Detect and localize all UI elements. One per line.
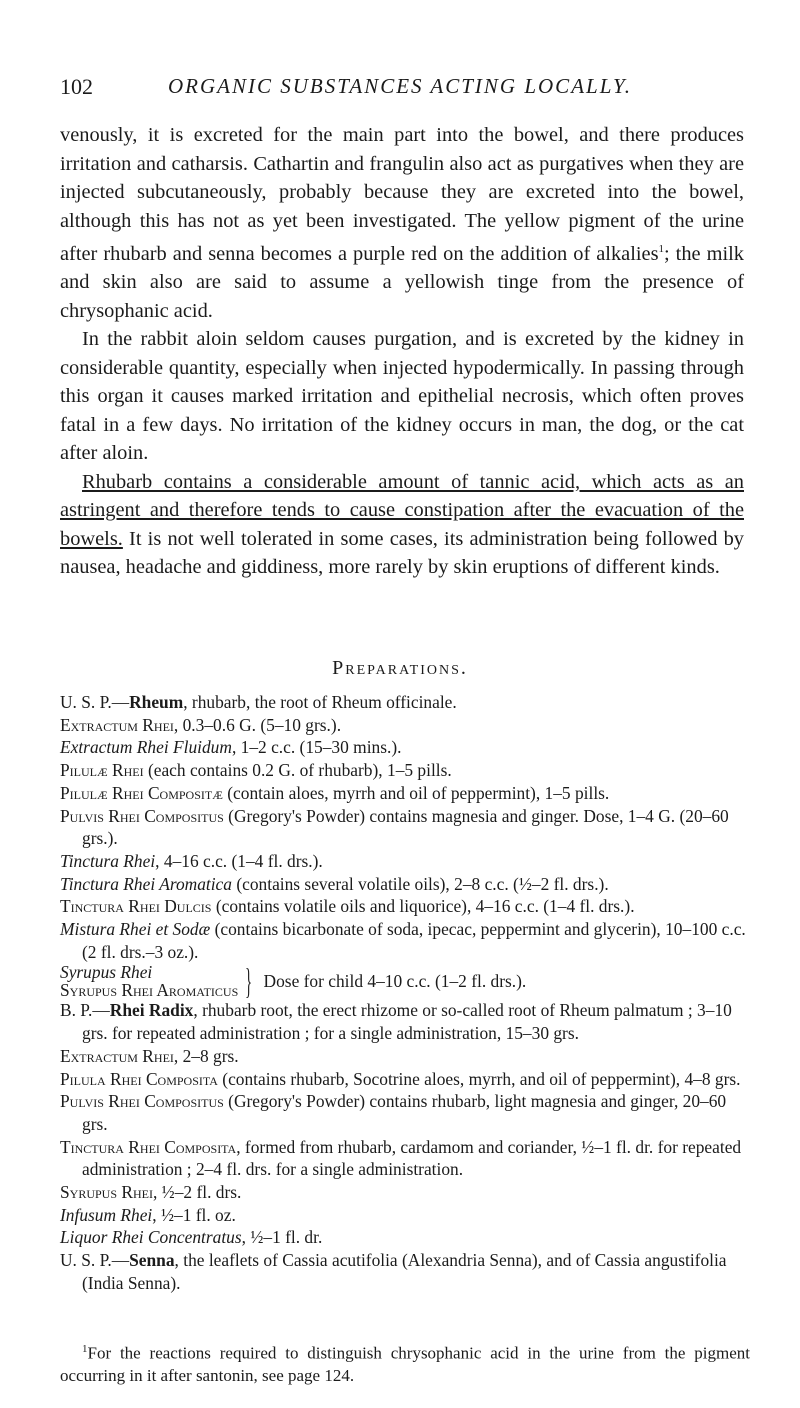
prep-item: Pilulæ Rhei Compositæ (contain aloes, myrrh and oil of peppermint), 1–5 pills. [60, 782, 610, 803]
footnote-marker: 1 [82, 1343, 88, 1355]
bp-rhei-entry: B. P.—Rhei Radix, rhubarb root, the erect rhizome or so-called root of Rheum palmatum ; 3–10 grs. for repeated administration ; for a single administration, 15–30 grs. [60, 1000, 732, 1044]
paragraph-2: In the rabbit aloin seldom causes purgation, and is excreted by the kidney in considerable quantity, especially when injected hypodermically. In passing through this organ it causes marked irritation and epithelial necrosis, which often proves fatal in a few days. No irritation of the kidney occurs in man, the dog, or the cat after aloin. [60, 328, 744, 465]
page-number: 102 [60, 74, 93, 99]
bp-item: Pulvis Rhei Compositus (Gregory's Powder) contains rhubarb, light magnesia and ginger, 20–60 grs. [60, 1091, 727, 1134]
prep-item: Pulvis Rhei Compositus (Gregory's Powder) contains magnesia and ginger. Dose, 1–4 G. (20–60 grs.). [60, 805, 729, 849]
bp-item: Liquor Rhei Concentratus, ½–1 fl. dr. [60, 1227, 323, 1248]
prep-item: Mistura Rhei et Sodæ (contains bicarbonate of soda, ipecac, peppermint and glycerin), 10–100 c.c. (2 fl. drs.–3 oz.). [60, 919, 746, 962]
bp-item: Pilula Rhei Composita (contains rhubarb, Socotrine aloes, myrrh, and oil of peppermint), 4–8 grs. [60, 1068, 741, 1089]
syrup-name-2: Syrupus Rhei Aromaticus [60, 980, 239, 1001]
usp-senna-entry: U. S. P.—Senna, the leaflets of Cassia acutifolia (Alexandria Senna), and of Cassia angustifolia (India Senna). [60, 1250, 727, 1293]
footnote-ref[interactable]: 1 [658, 243, 665, 255]
prep-item: Tinctura Rhei Aromatica (contains several volatile oils), 2–8 c.c. (½–2 fl. drs.). [60, 873, 609, 894]
prep-item: Tinctura Rhei Dulcis (contains volatile oils and liquorice), 4–16 c.c. (1–4 fl. drs.). [60, 896, 635, 917]
prep-item: Tinctura Rhei, 4–16 c.c. (1–4 fl. drs.). [60, 850, 323, 871]
prep-item: Extractum Rhei, 0.3–0.6 G. (5–10 grs.). [60, 714, 342, 735]
usp-rheum-entry: U. S. P.—Rheum, rhubarb, the root of Rheum officinale. [60, 692, 457, 712]
bp-item: Extractum Rhei, 2–8 grs. [60, 1045, 239, 1066]
running-title: ORGANIC SUBSTANCES ACTING LOCALLY. [168, 74, 632, 98]
syrup-dose: Dose for child 4–10 c.c. (1–2 fl. drs.). [263, 971, 527, 992]
bp-item: Syrupus Rhei, ½–2 fl. drs. [60, 1182, 242, 1203]
bp-item: Tinctura Rhei Composita, formed from rhubarb, cardamom and coriander, ½–1 fl. dr. for repeated administration ; 2–4 fl. drs. for a single administration. [60, 1136, 742, 1180]
preparations-heading: Preparations. [332, 657, 468, 679]
preparations-list [60, 691, 750, 1295]
prep-item: Pilulæ Rhei (each contains 0.2 G. of rhubarb), 1–5 pills. [60, 760, 452, 781]
syrup-name-1: Syrupus Rhei [60, 962, 153, 983]
paragraph-1: venously, it is excreted for the main part into the bowel, and there produces irritation and catharsis. Cathartin and frangulin also act as purgatives when they are injected subcutaneously, probably because they are excreted into the bowel, although this has not as yet been investigated. The yellow pigment of the urine after rhubarb and senna becomes a purple red on the addition of alkalies$^1$; the milk and skin also are said to assume a yellowish tinge from the presence of chrysophanic acid. [60, 124, 744, 322]
brace-icon: } [245, 961, 253, 1002]
footnote-text: For the reactions required to distinguish chrysophanic acid in the urine from the pigment occurring in it after santonin, see page 124. [60, 1343, 750, 1385]
syrup-entry [60, 961, 750, 1002]
prep-item: Extractum Rhei Fluidum, 1–2 c.c. (15–30 mins.). [60, 737, 402, 758]
underlined-passage: Rhubarb contains a considerable amount of tannic acid, which acts as an astringent and therefore tends to cause constipation after the evacuation of the bowels. [60, 470, 744, 550]
footnote [60, 1338, 750, 1387]
page-header [60, 74, 740, 104]
bp-item: Infusum Rhei, ½–1 fl. oz. [60, 1204, 236, 1225]
paragraph-3: Rhubarb contains a considerable amount of tannic acid, which acts as an astringent and therefore tends to cause constipation after the evacuation of the bowels. It is not well tolerated in some cases, its administration being followed by nausea, headache and giddiness, more rarely by skin eruptions of different kinds. [60, 470, 744, 579]
body-text [60, 121, 744, 582]
